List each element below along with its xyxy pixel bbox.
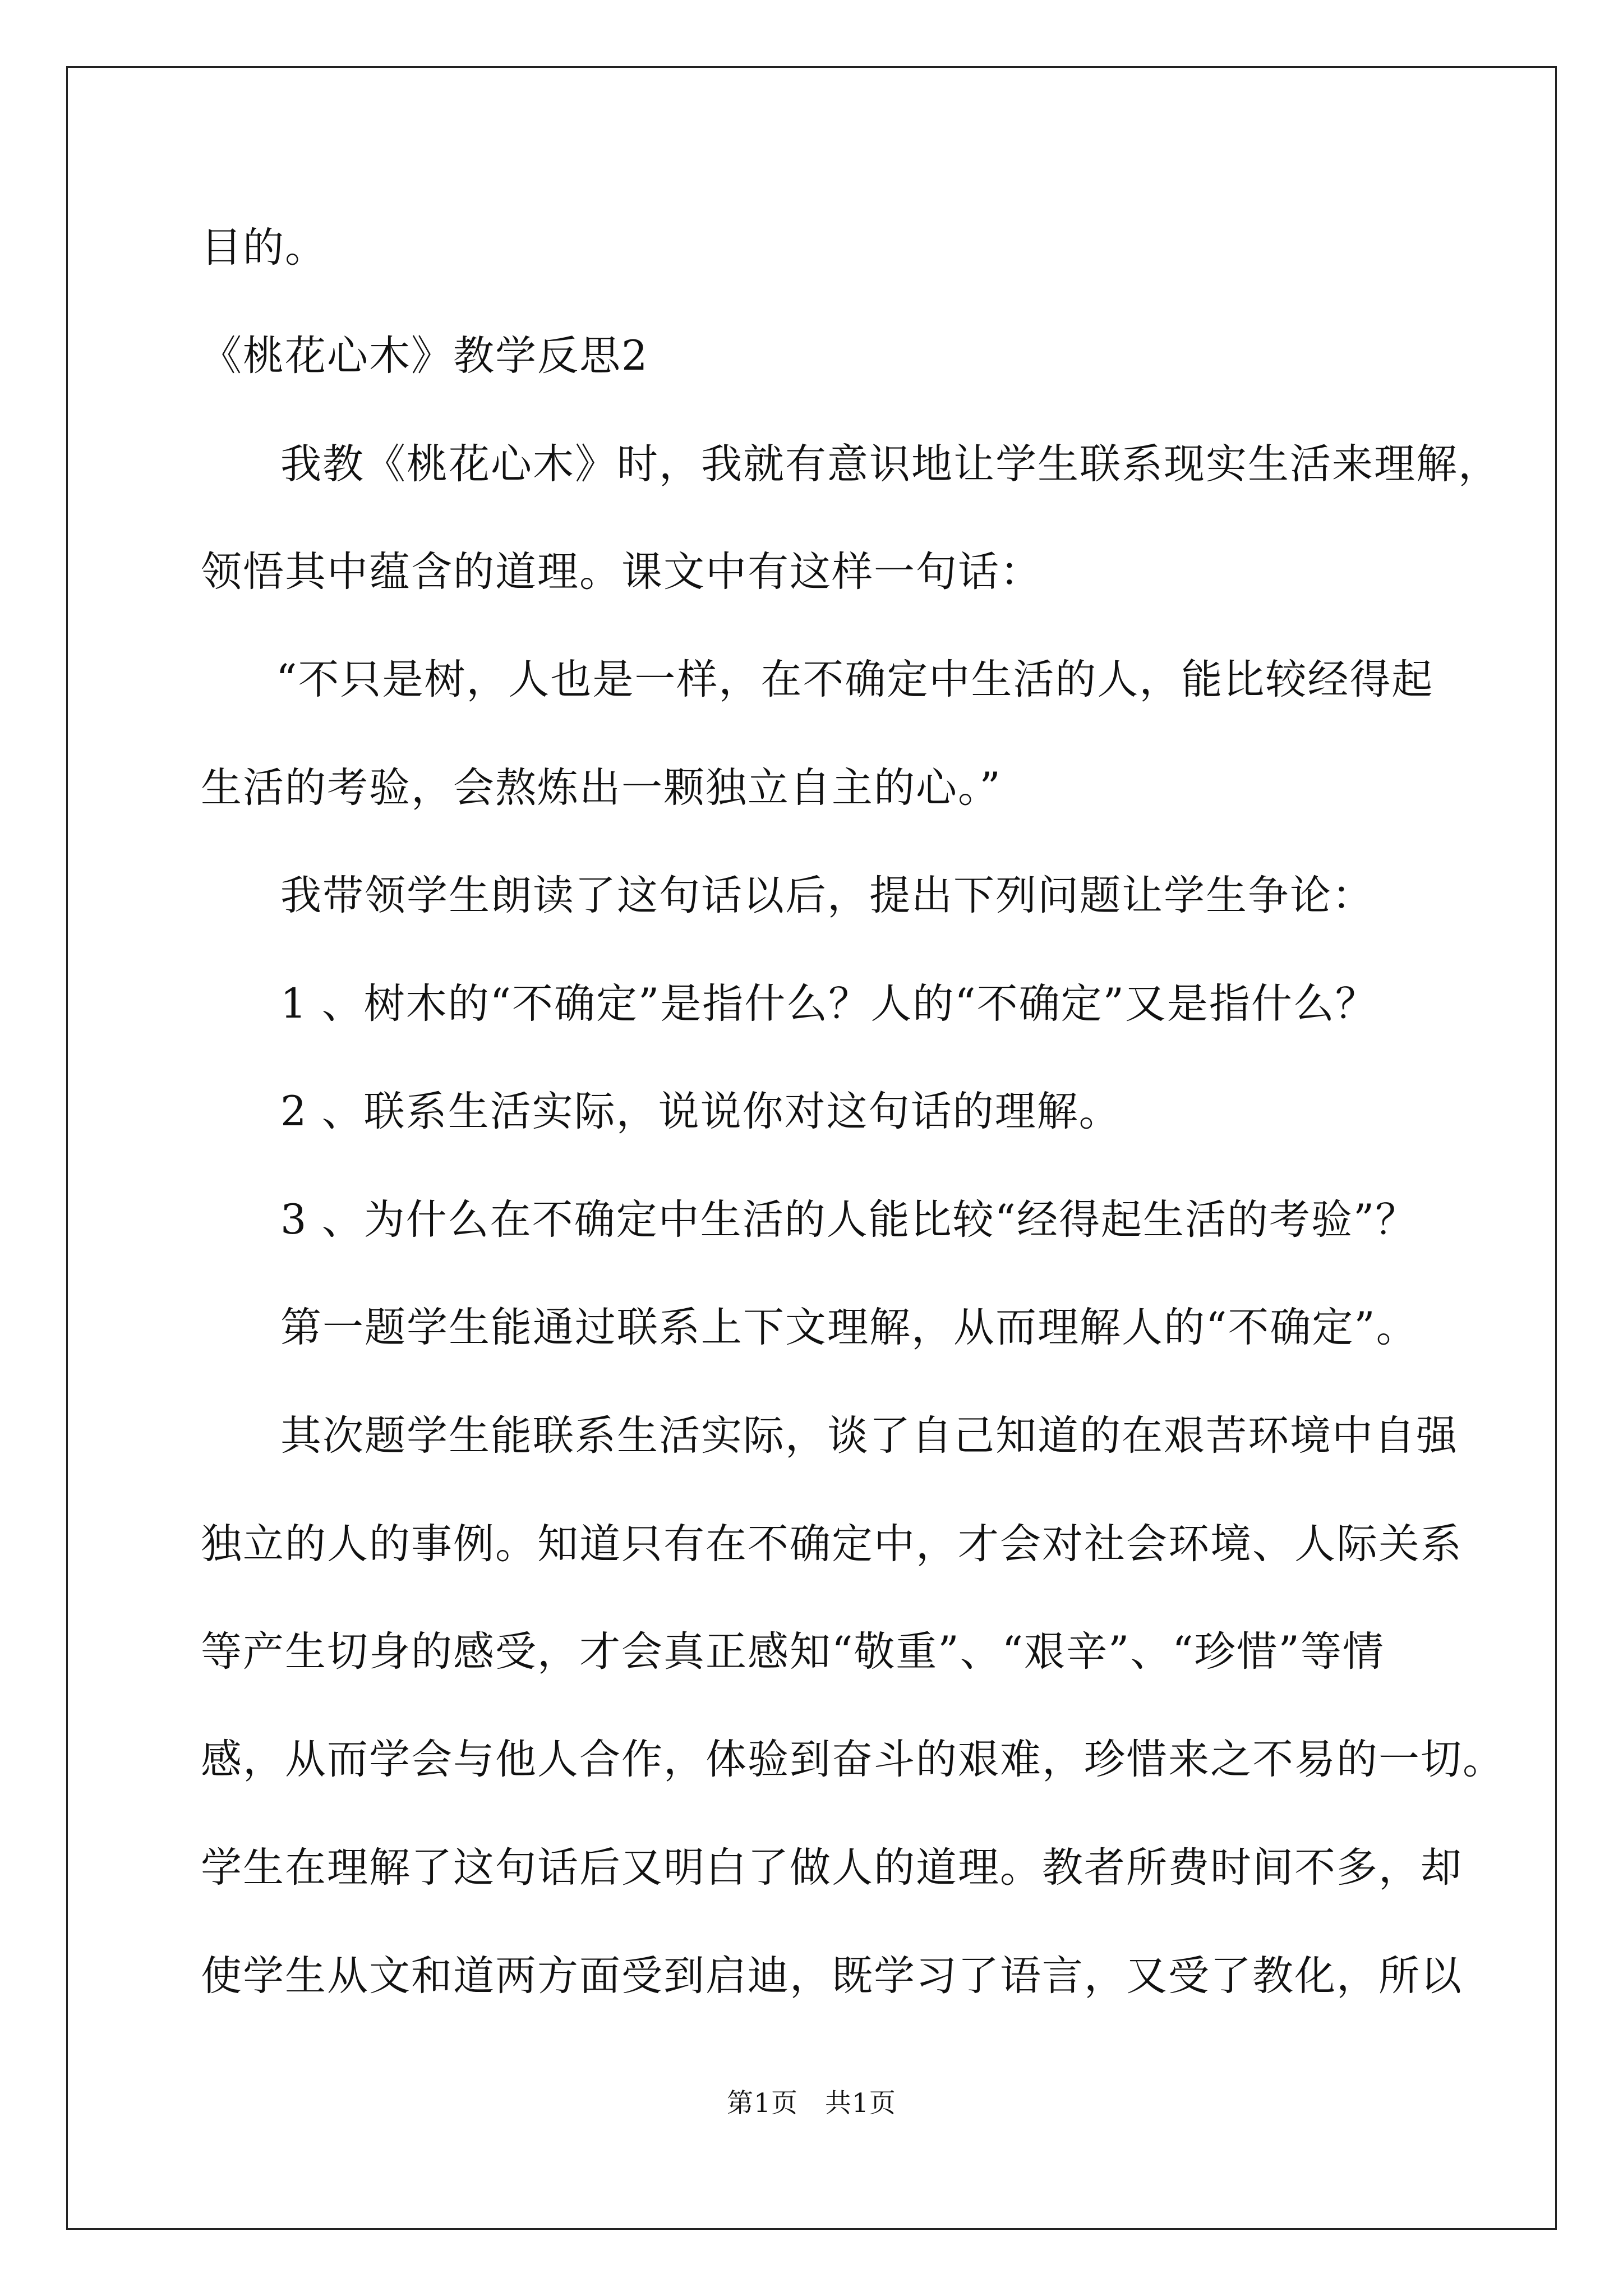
- text-line: 目的。: [201, 224, 327, 272]
- text-line: 我教《桃花心木》时，我就有意识地让学生联系现实生活来理解，: [280, 440, 1500, 488]
- question-item: 3 、为什么在不确定中生活的人能比较“经得起生活的考验”？: [280, 1196, 1418, 1244]
- quote-line: 生活的考验，会熬炼出一颗独立自主的心。”: [201, 764, 1002, 812]
- quote-line: “不只是树，人也是一样，在不确定中生活的人，能比较经得起: [276, 656, 1434, 703]
- text-line: 等产生切身的感受，才会真正感知“敬重”、“艰辛”、“珍惜”等情: [201, 1628, 1385, 1676]
- page-number: 第1页: [727, 2088, 798, 2119]
- question-item: 2 、联系生活实际，说说你对这句话的理解。: [280, 1088, 1121, 1135]
- section-heading: 《桃花心木》教学反思2: [201, 332, 649, 380]
- text-line: 其次题学生能联系生活实际，谈了自己知道的在艰苦环境中自强: [280, 1412, 1458, 1460]
- text-line: 我带领学生朗读了这句话以后，提出下列问题让学生争论：: [280, 872, 1374, 919]
- text-line: 第一题学生能通过联系上下文理解，从而理解人的“不确定”。: [280, 1304, 1418, 1351]
- page-footer: [0, 2087, 1623, 2120]
- text-line: 使学生从文和道两方面受到启迪，既学习了语言，又受了教化，所以: [201, 1952, 1463, 2000]
- text-line: 独立的人的事例。知道只有在不确定中，才会对社会环境、人际关系: [201, 1520, 1463, 1568]
- text-line: 领悟其中蕴含的道理。课文中有这样一句话：: [201, 548, 1042, 596]
- text-line: 学生在理解了这句话后又明白了做人的道理。教者所费时间不多，却: [201, 1844, 1463, 1892]
- question-item: 1 、树木的“不确定”是指什么？人的“不确定”又是指什么？: [280, 980, 1377, 1028]
- page-border: [66, 66, 1557, 2230]
- text-line: 感，从而学会与他人合作，体验到奋斗的艰难，珍惜来之不易的一切。: [201, 1736, 1505, 1783]
- page-total: 共1页: [825, 2088, 896, 2119]
